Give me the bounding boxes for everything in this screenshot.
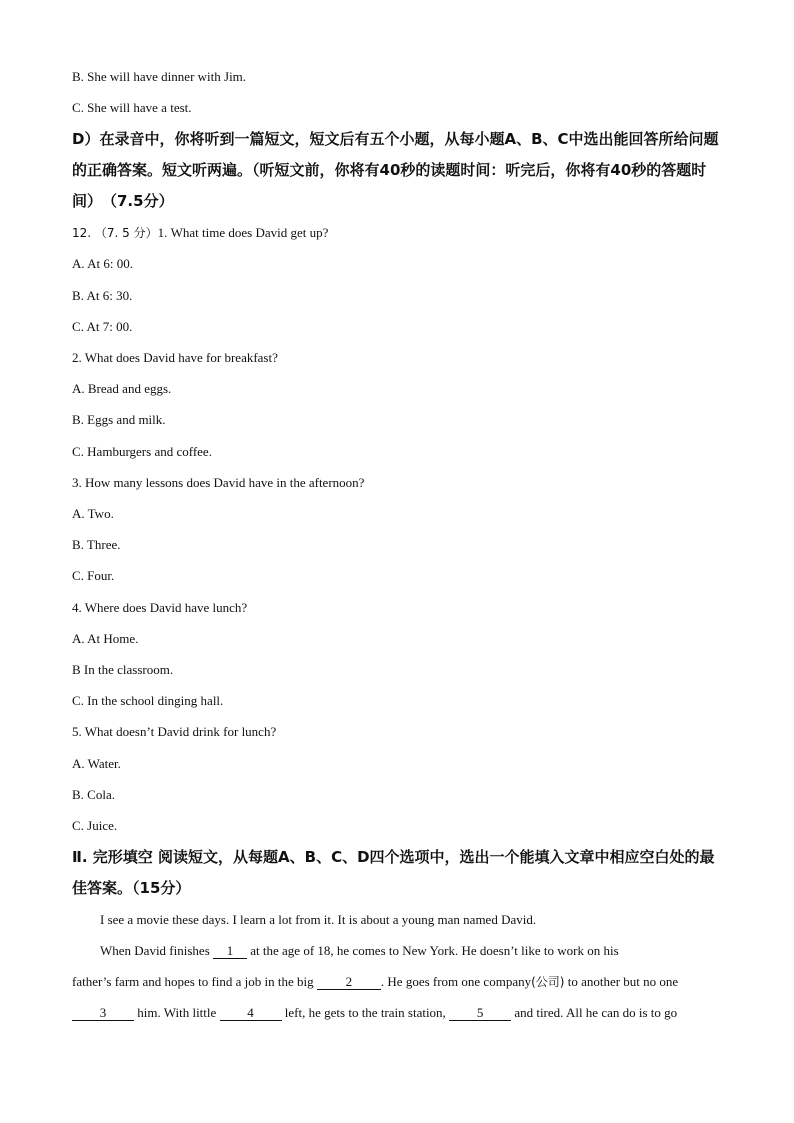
section-d-instruction: D）在录音中，你将听到一篇短文，短文后有五个小题，从每小题A、B、C中选出能回答所给问题的正确答案。短文听两遍。（听短文前，你将有40秒的读题时间：听完后，你将有40秒的答题时间） （7.5分） [72, 130, 719, 210]
passage-text: . He goes from one company [380, 974, 532, 989]
section-ii-heading: Ⅱ. 完形填空 阅读短文，从每题A、B、C、D四个选项中，选出一个能填入文章中相应空白处的最佳答案。（15分） [72, 848, 715, 897]
question-1-option-a: A. At 6: 00. [72, 256, 134, 271]
question-5-option-b: B. Cola. [72, 787, 115, 802]
question-4-option-a: A. At Home. [72, 631, 139, 646]
question-5-option-a: A. Water. [72, 756, 121, 771]
question-1 [72, 225, 328, 241]
question-2-option-b: B. Eggs and milk. [72, 412, 166, 427]
question-5-option-c: C. Juice. [72, 818, 118, 833]
option-b-previous: B. She will have dinner with Jim. [72, 69, 247, 84]
question-2-option-a: A. Bread and eggs. [72, 381, 172, 396]
passage-annotation: (公司) [531, 975, 565, 989]
passage-line-2 [100, 943, 724, 959]
blank-1: 1 [213, 944, 247, 959]
passage-text: him. With little [134, 1005, 220, 1020]
question-4-option-b: B In the classroom. [72, 662, 174, 677]
question-4-option-c: C. In the school dinging hall. [72, 693, 224, 708]
passage-text: to another but no one [564, 974, 679, 989]
passage-text: When David finishes [100, 943, 214, 958]
question-5: 5. What doesn’t David drink for lunch? [72, 724, 277, 739]
question-1-option-b: B. At 6: 30. [72, 288, 133, 303]
question-1-option-c: C. At 7: 00. [72, 319, 133, 334]
passage-text: and tired. All he can do is to go [511, 1005, 678, 1020]
question-2: 2. What does David have for breakfast? [72, 350, 278, 365]
question-3-option-a: A. Two. [72, 506, 114, 521]
question-3: 3. How many lessons does David have in the afternoon? [72, 475, 365, 490]
passage-text: left, he gets to the train station, [281, 1005, 450, 1020]
question-4: 4. Where does David have lunch? [72, 600, 248, 615]
passage-sentence-1: I see a movie these days. I learn a lot from it. It is about a young man named David. [100, 912, 537, 927]
passage-line-4 [72, 1005, 724, 1021]
question-2-option-c: C. Hamburgers and coffee. [72, 444, 212, 459]
blank-4: 4 [220, 1006, 282, 1021]
passage-text: father’s farm and hopes to find a job in the big [72, 974, 317, 989]
question-number: 12. （7. 5 分） [72, 226, 158, 240]
passage-line-3 [72, 974, 724, 990]
blank-2: 2 [317, 975, 381, 990]
blank-3: 3 [72, 1006, 134, 1021]
question-3-option-b: B. Three. [72, 537, 121, 552]
question-text: 1. What time does David get up? [157, 225, 329, 240]
blank-5: 5 [449, 1006, 511, 1021]
option-c-previous: C. She will have a test. [72, 100, 192, 115]
question-3-option-c: C. Four. [72, 568, 115, 583]
passage-text: at the age of 18, he comes to New York. He doesn’t like to work on his [247, 943, 619, 958]
